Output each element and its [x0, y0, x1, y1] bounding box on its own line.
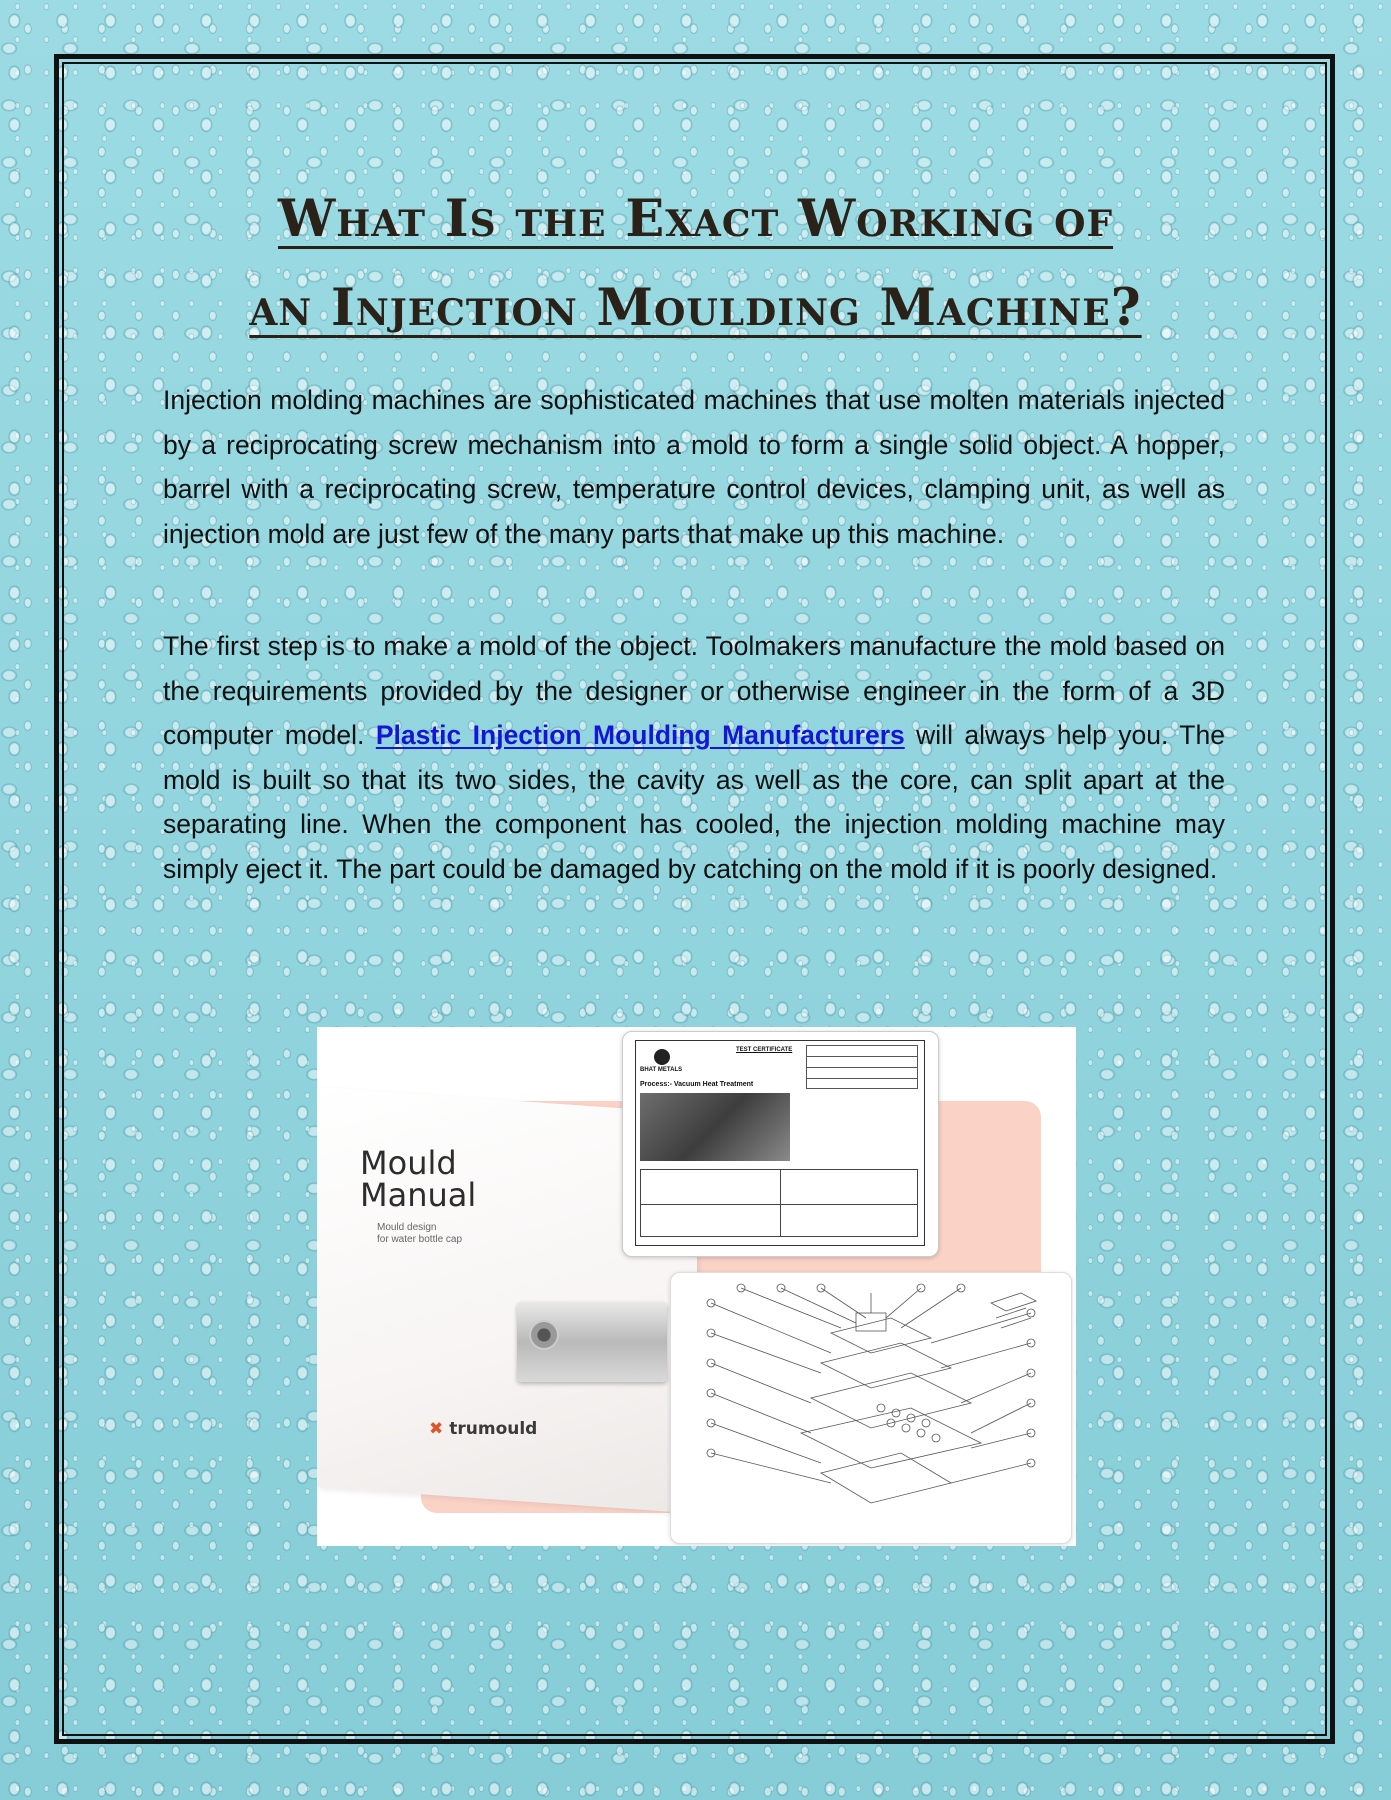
- certificate-company: BHAT METALS: [640, 1067, 683, 1073]
- mold-paragraph-text-after: will always help you. The mold is built so that its two sides, the cavity as well as the core, can split apart at the separating line. When the component has cooled, the injection molding machine may simply eject it. The part could be damaged by catching on the mold if it is poorly designed.: [163, 720, 1225, 884]
- certificate-frame: [635, 1040, 925, 1246]
- brand-mark-icon: ✖: [429, 1419, 444, 1439]
- manual-subtitle-line-1: Mould design: [377, 1222, 437, 1233]
- manual-subtitle: [377, 1222, 462, 1246]
- manual-title-line-2: Manual: [360, 1176, 477, 1214]
- company-logo-icon: [654, 1049, 670, 1065]
- mould-manual-image: [317, 1027, 1076, 1546]
- certificate-heading: TEST CERTIFICATE: [736, 1047, 793, 1053]
- certificate-photo: [640, 1093, 790, 1161]
- brand-logo: [429, 1419, 537, 1439]
- mould-block-photo: [517, 1302, 667, 1382]
- mold-paragraph: [163, 624, 1225, 892]
- title-line-1: What Is the Exact Working of: [277, 189, 1114, 249]
- exploded-view-svg: [671, 1273, 1071, 1543]
- intro-paragraph: Injection molding machines are sophisticated machines that use molten materials injected by a reciprocating screw mechanism into a mold to form a single solid object. A hopper, barrel with a reciprocating screw, temperature control devices, clamping unit, as well as injection mold are just few of the many parts that make up this machine.: [163, 385, 1225, 549]
- manual-title: [360, 1144, 477, 1214]
- page-title: [150, 175, 1241, 353]
- manual-title-line-1: Mould: [360, 1144, 457, 1182]
- brand-name: trumould: [449, 1419, 538, 1439]
- certificate-process: Process:- Vacuum Heat Treatment: [640, 1081, 754, 1088]
- plastic-injection-moulding-manufacturers-link[interactable]: Plastic Injection Moulding Manufacturers: [375, 720, 905, 751]
- mold-paragraph-text-before: The first step is to make a mold of the object. Toolmakers manufacture the mold based on the requirements provided by the designer or otherwise engineer in the form of a 3D computer model.: [163, 631, 1225, 751]
- test-certificate-card: [622, 1031, 939, 1257]
- title-line-2: an Injection Moulding Machine?: [249, 278, 1142, 338]
- certificate-table: [806, 1045, 918, 1089]
- manual-subtitle-line-2: for water bottle cap: [377, 1234, 463, 1245]
- certificate-graph: [640, 1169, 918, 1237]
- exploded-mould-drawing: [670, 1272, 1072, 1544]
